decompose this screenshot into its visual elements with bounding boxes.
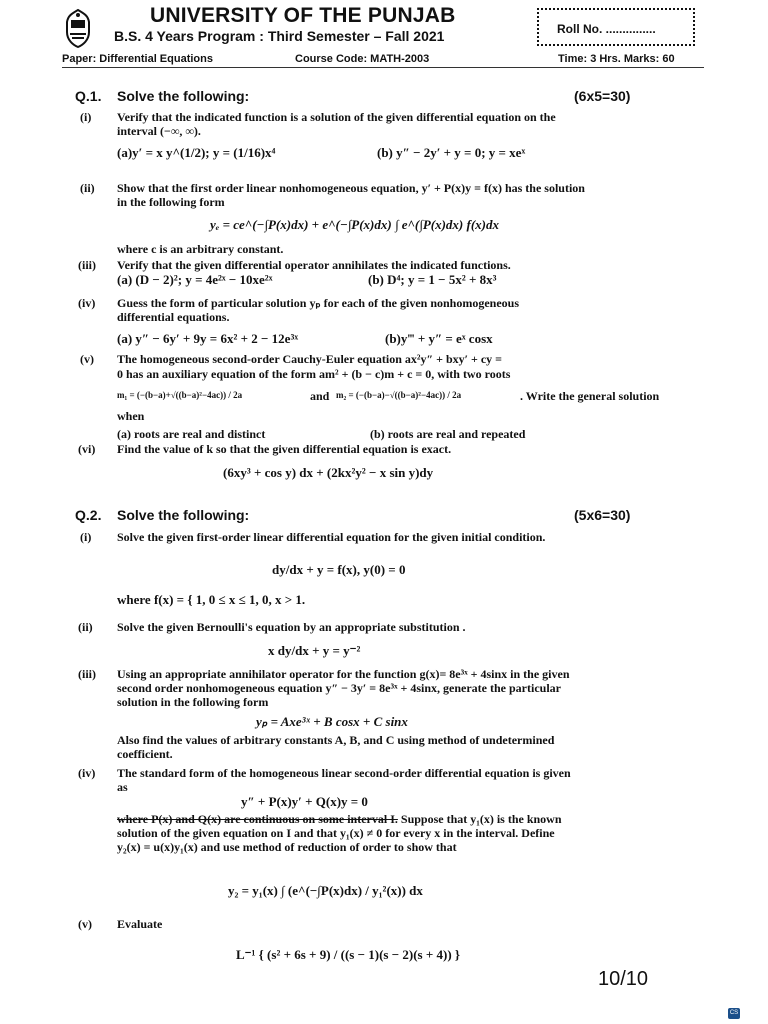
roll-number-label: Roll No. ............... <box>557 22 656 36</box>
q2-iv-label: (iv) <box>78 766 96 780</box>
q2-i-text: Solve the given first-order linear differential equation for the given initial condition. <box>117 530 546 544</box>
q1-ii-formula: yₑ = ce^(−∫P(x)dx) + e^(−∫P(x)dx) ∫ e^(∫P(x)dx) f(x)dx <box>210 217 499 232</box>
q1-v-tail: . Write the general solution <box>520 389 660 403</box>
q2-ii-formula: x dy/dx + y = y⁻² <box>268 643 361 658</box>
q1-iv-text: Guess the form of particular solution yₚ for each of the given nonhomogeneous differential equations. <box>117 296 520 324</box>
q2-iii-text: Using an appropriate annihilator operator for the function g(x)= 8e³ˣ + 4sinx in the given second order nonhomogeneous equation y″ − 3y′ = 8e³ˣ + 4sinx, generate the particular solution in the following form <box>117 667 570 709</box>
q2-ii-text: Solve the given Bernoulli's equation by an appropriate substitution . <box>117 620 466 634</box>
university-title: UNIVERSITY OF THE PUNJAB <box>150 4 456 27</box>
q1-number: Q.1. <box>75 88 102 104</box>
q1-iii-text: Verify that the given differential operator annihilates the indicated functions. <box>117 258 511 272</box>
q1-i-a: (a)y′ = x y^(1/2); y = (1/16)x⁴ <box>117 145 276 160</box>
q2-i-formula: dy/dx + y = f(x), y(0) = 0 <box>272 562 406 577</box>
q1-vi-label: (vi) <box>78 442 96 456</box>
q2-iii-after: Also find the values of arbitrary constants A, B, and C using method of undetermined coefficient. <box>117 733 555 761</box>
q2-number: Q.2. <box>75 507 102 523</box>
q2-iii-formula: yₚ = Axe³ˣ + B cosx + C sinx <box>256 714 408 729</box>
q1-i-b: (b) y″ − 2y′ + y = 0; y = xeˣ <box>377 145 526 160</box>
q1-iii-a: (a) (D − 2)²; y = 4e²ˣ − 10xe²ˣ <box>117 272 273 287</box>
q1-iv-label: (iv) <box>78 296 96 310</box>
page-number: 10/10 <box>598 968 649 990</box>
q1-v-b: (b) roots are real and repeated <box>370 427 526 441</box>
q2-title: Solve the following: <box>117 507 250 523</box>
q2-iv-text: The standard form of the homogeneous linear second-order differential equation is given as <box>117 766 571 794</box>
q2-i-where: where f(x) = { 1, 0 ≤ x ≤ 1, 0, x > 1. <box>117 592 306 607</box>
university-crest-icon <box>63 8 93 48</box>
q2-iv-formula2: y₂ = y₁(x) ∫ (e^(−∫P(x)dx) / y₁²(x)) dx <box>228 883 423 898</box>
program-line: B.S. 4 Years Program : Third Semester – Fall 2021 <box>114 28 445 44</box>
q1-i-text: Verify that the indicated function is a solution of the given differential equation on the interval (−∞, ∞). <box>117 110 556 138</box>
q1-vi-formula: (6xy³ + cos y) dx + (2kx²y² − x sin y)dy <box>223 465 434 480</box>
q1-ii-text: Show that the first order linear nonhomogeneous equation, y′ + P(x)y = f(x) has the solution in the following form <box>117 181 585 209</box>
q1-vi-text: Find the value of k so that the given differential equation is exact. <box>117 442 452 456</box>
q1-v-m1: m₁ = (−(b−a)+√((b−a)²−4ac)) / 2a <box>117 390 243 400</box>
q2-iv-after-strike: where P(x) and Q(x) are continuous on some interval I. <box>117 812 398 826</box>
q1-v-line2: 0 has an auxiliary equation of the form am² + (b − c)m + c = 0, with two roots <box>117 367 511 381</box>
q1-iv-b: (b)y‴ + y″ = eˣ cosx <box>385 331 493 346</box>
q2-ii-label: (ii) <box>78 620 93 634</box>
q1-v-a: (a) roots are real and distinct <box>117 427 266 441</box>
q1-v-label: (v) <box>80 352 94 366</box>
q2-iv-formula: y″ + P(x)y′ + Q(x)y = 0 <box>241 794 368 809</box>
q2-v-text: Evaluate <box>117 917 163 931</box>
q1-iii-b: (b) D⁴; y = 1 − 5x² + 8x³ <box>368 272 497 287</box>
q1-ii-after: where c is an arbitrary constant. <box>117 242 284 256</box>
q2-i-label: (i) <box>80 530 92 544</box>
q1-title: Solve the following: <box>117 88 250 104</box>
q2-iv-after: Suppose that y₁(x) is the known solution of the given equation on I and that y₁(x) ≠ 0 for every x in the interval. Define y₂(x) = u(x)y₁(x) and use method of reduction of order to show that <box>117 812 562 854</box>
q1-iv-a: (a) y″ − 6y′ + 9y = 6x² + 2 − 12e³ˣ <box>117 331 299 346</box>
q2-marks: (5x6=30) <box>574 507 631 523</box>
q2-iii-label: (iii) <box>78 667 96 681</box>
q1-ii-label: (ii) <box>80 181 95 195</box>
q2-v-label: (v) <box>78 917 92 931</box>
q1-i-label: (i) <box>80 110 92 124</box>
q1-iii-label: (iii) <box>78 258 96 272</box>
course-code: Course Code: MATH-2003 <box>295 53 430 65</box>
paper-title: Paper: Differential Equations <box>62 53 213 65</box>
q1-v-when: when <box>117 409 145 423</box>
q1-v-line1: The homogeneous second-order Cauchy-Euler equation ax²y″ + bxy′ + cy = <box>117 352 503 366</box>
q1-v-m2: m₂ = (−(b−a)−√((b−a)²−4ac)) / 2a <box>336 390 462 400</box>
q1-marks: (6x5=30) <box>574 88 631 104</box>
header-divider <box>62 67 704 68</box>
q1-v-and: and <box>310 389 330 403</box>
q2-v-formula: L⁻¹ { (s² + 6s + 9) / ((s − 1)(s − 2)(s + 4)) } <box>236 947 461 962</box>
time-marks: Time: 3 Hrs. Marks: 60 <box>558 53 675 65</box>
camscanner-badge-icon: CS <box>728 1008 740 1019</box>
